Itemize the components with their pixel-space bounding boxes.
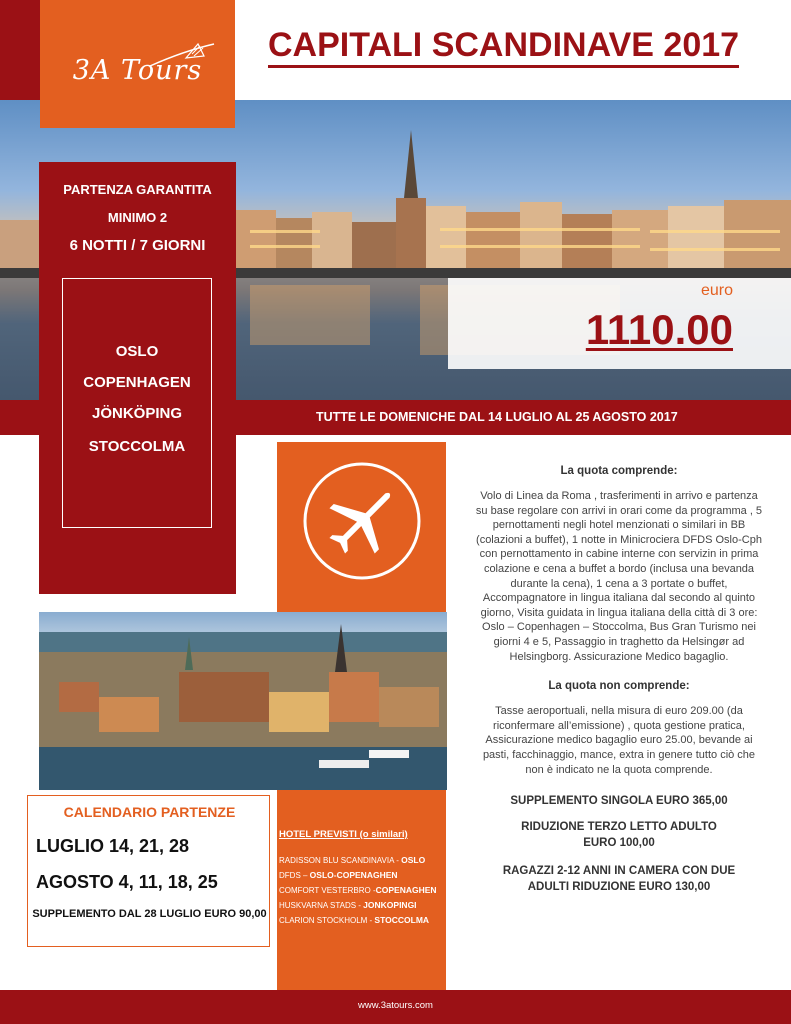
hotel-item: RADISSON BLU SCANDINAVIA - OSLO	[279, 855, 426, 865]
city-jonkoping: JÖNKÖPING	[91, 405, 182, 422]
calendar-title: CALENDARIO PARTENZE	[63, 804, 236, 820]
minimum-participants: MINIMO 2	[107, 210, 168, 225]
logo-3a-tours[interactable]	[40, 0, 235, 128]
package-details	[474, 465, 764, 895]
dates-banner-text: TUTTE LE DOMENICHE DAL 14 LUGLIO AL 25 AGOSTO 2017	[316, 410, 678, 424]
logo-text: 3A Tours	[72, 55, 203, 86]
trip-duration: 6 NOTTI / 7 GIORNI	[69, 237, 206, 254]
child-reduction: RAGAZZI 2-12 ANNI IN CAMERA CON DUE ADULTI RIDUZIONE EURO 130,00	[502, 865, 736, 894]
stockholm-aerial-photo	[39, 612, 447, 790]
price-currency: euro	[700, 282, 733, 299]
includes-title: La quota comprende:	[560, 465, 678, 477]
price-amount: 1110.00	[585, 306, 733, 353]
cities-box	[62, 278, 212, 528]
page-title: CAPITALI SCANDINAVE 2017	[268, 26, 739, 68]
includes-text: Volo di Linea da Roma , trasferimenti in arrivo e partenza su base regolare con arrivi in orari come da programma , 5 pernottamenti negli hotel menzionati o similari in BB (colazioni a buffet), 1 notte in Minicrociera DFDS Oslo-Cph con pernottamento in cabine interne con servizin in prima colazione e cena a buffet a bordo (inclusa una bevanda durante la cena), 1 cena a 3 portate o buffet, Accompagnatore in lingua italiana dal secondo al quinto giorno, Visita guidata in lingua italiana della città di 3 ore: Oslo – Copenhagen – Stoccolma, Bus Gran Turismo nei giorni 4 e 5, Passaggio in traghetto da Helsingør ad Helsingborg. Assicurazione Medico bagaglio.	[475, 490, 763, 663]
city-copenhagen: COPENHAGEN	[83, 374, 191, 391]
calendar-box	[27, 795, 270, 947]
guaranteed-departure: PARTENZA GARANTITA	[63, 182, 212, 197]
website-link[interactable]: www.3atours.com	[358, 1000, 433, 1011]
hotel-item: CLARION STOCKHOLM - STOCCOLMA	[279, 915, 430, 925]
excludes-title: La quota non comprende:	[548, 680, 690, 693]
calendar-august: AGOSTO 4, 11, 18, 25	[36, 872, 218, 892]
calendar-july: LUGLIO 14, 21, 28	[36, 836, 190, 856]
third-bed-reduction: RIDUZIONE TERZO LETTO ADULTO EURO 100,00	[521, 821, 717, 850]
footer	[0, 990, 791, 1024]
airplane-icon	[301, 460, 423, 582]
single-supplement: SUPPLEMENTO SINGOLA EURO 365,00	[510, 795, 728, 808]
price-panel	[448, 278, 791, 369]
city-oslo: OSLO	[115, 343, 159, 360]
aerial-cityscape	[39, 612, 447, 790]
hotel-item: HUSKVARNA STADS - JONKOPINGI	[279, 900, 417, 910]
hotels-title: HOTEL PREVISTI (o similari)	[279, 829, 408, 840]
hotels-list	[279, 829, 449, 928]
excludes-text: Tasse aeroportuali, nella misura di euro 209.00 (da riconfermare all’emissione) , quota gestione pratica, Assicurazione medico bagaglio euro 25.00, bevande ai pasti, facchinaggio, mance, extra in genere tutto ciò che non è indicato ne la quota comprende.	[482, 705, 756, 776]
departure-panel	[39, 162, 236, 594]
city-stoccolma: STOCCOLMA	[88, 438, 186, 455]
hotel-item: DFDS – OSLO-COPENAGHEN	[279, 870, 398, 880]
hotel-item: COMFORT VESTERBRO -COPENAGHEN	[279, 885, 437, 895]
calendar-supplement: SUPPLEMENTO DAL 28 LUGLIO EURO 90,00	[32, 908, 267, 920]
